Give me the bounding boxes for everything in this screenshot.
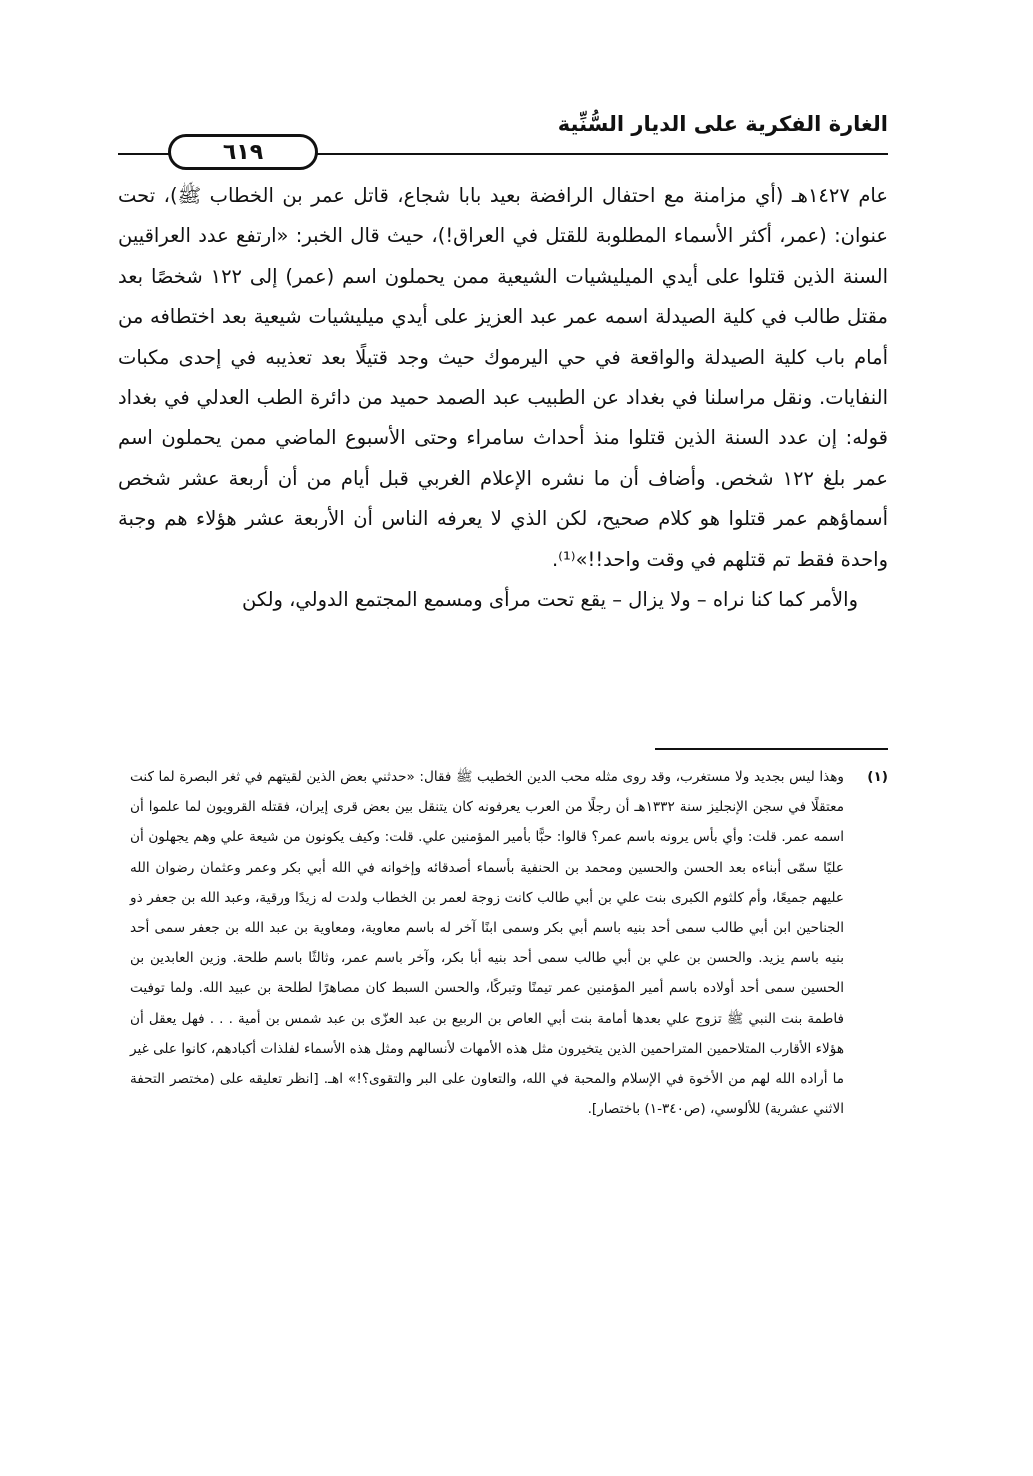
running-title: الغارة الفكرية على الديار السُّنِّية	[557, 112, 888, 136]
footnote	[130, 762, 888, 1124]
page-number-badge	[168, 134, 318, 170]
page-header	[118, 108, 888, 164]
main-text	[118, 176, 888, 620]
paragraph: والأمر كما كنا نراه – ولا يزال – يقع تحت مرأى ومسمع المجتمع الدولي، ولكن	[241, 588, 858, 612]
page-number: ٦١٩	[222, 139, 264, 165]
footnote-text: وهذا ليس بجديد ولا مستغرب، وقد روى مثله محب الدين الخطيب ﷺ فقال: «حدثني بعض الذين لقيتهم في ثغر البصرة لما كنت معتقلًا في سجن الإنجليز سنة ١٣٣٢هـ أن رجلًا من العرب يعرفونه كان يتنقل بين بعض قرى إيران، فقتله القرويون لما علموا أن اسمه عمر. قلت: وأي بأس يرونه باسم عمر؟ قالوا: حبًّا بأمير المؤمنين علي. قلت: وكيف يكونون من شيعة علي وهم يجهلون أن عليًا سمّى أبناءه بعد الحسن والحسين ومحمد بن الحنفية بأسماء أصدقائه وإخوانه في الله أبي بكر وعمر وعثمان رضوان الله عليهم جميعًا، وأم كلثوم الكبرى بنت علي بن أبي طالب كانت زوجة لعمر بن الخطاب ولدت له زيدًا ورقية، وعبد الله بن جعفر ذو الجناحين ابن أبي طالب سمى أحد بنيه باسم أبي بكر وسمى ابنًا آخر له باسم معاوية، ومعاوية بن عبد الله بن جعفر سمى أحد بنيه باسم يزيد. والحسن بن علي بن أبي طالب سمى أحد بنيه أبا بكر، وآخر باسم عمر، وثالثًا باسم طلحة. وزين العابدين بن الحسين سمى أحد أولاده باسم أمير المؤمنين عمر تيمنًا وتبركًا، والحسن السبط كان مصاهرًا لطلحة بن عبيد الله. ولما توفيت فاطمة بنت النبي ﷺ تزوج علي بعدها أمامة بنت أبي العاص بن الربيع بن عبد العزّى بن عبد شمس بن أمية . . . فهل يعقل أن هؤلاء الأقارب المتلاحمين المتراحمين الذين يتخيرون مثل هذه الأمهات لأنسالهم ومثل هذه الأسماء لفلذات أكبادهم، كانوا على غير ما أراده الله لهم من الأخوة في الإسلام والمحبة في الله، والتعاون على البر والتقوى؟!» اهـ. [انظر تعليقه على (مختصر التحفة الاثني عشرية) للألوسي، (ص٣٤٠-١) باختصار].	[130, 769, 844, 1118]
footnote-number: (١)	[867, 769, 888, 785]
paragraph: عام ١٤٢٧هـ (أي مزامنة مع احتفال الرافضة بعيد بابا شجاع، قاتل عمر بن الخطاب ﷺ)، تحت عنوان: (عمر، أكثر الأسماء المطلوبة للقتل في العراق!)، حيث قال الخبر: «ارتفع عدد العراقيين السنة الذين قتلوا على أيدي الميليشيات الشيعية ممن يحملون اسم (عمر) إلى ١٢٢ شخصًا بعد مقتل طالب في كلية الصيدلة اسمه عمر عبد العزيز على أيدي ميليشيات شيعية بعد اختطافه من أمام باب كلية الصيدلة والواقعة في حي اليرموك حيث وجد قتيلًا بعد تعذيبه في إحدى مكبات النفايات. ونقل مراسلنا في بغداد عن الطبيب عبد الصمد حميد من دائرة الطب العدلي في بغداد قوله: إن عدد السنة الذين قتلوا منذ أحداث سامراء وحتى الأسبوع الماضي ممن يحملون اسم عمر بلغ ١٢٢ شخص. وأضاف أن ما نشره الإعلام الغربي قبل أيام من أن أربعة عشر شخص أسماؤهم عمر قتلوا هو كلام صحيح، لكن الذي لا يعرفه الناس أن الأربعة عشر هؤلاء هم وجبة واحدة فقط تم قتلهم في وقت واحد!!»⁽¹⁾.	[118, 184, 889, 571]
footnote-separator	[655, 748, 888, 750]
